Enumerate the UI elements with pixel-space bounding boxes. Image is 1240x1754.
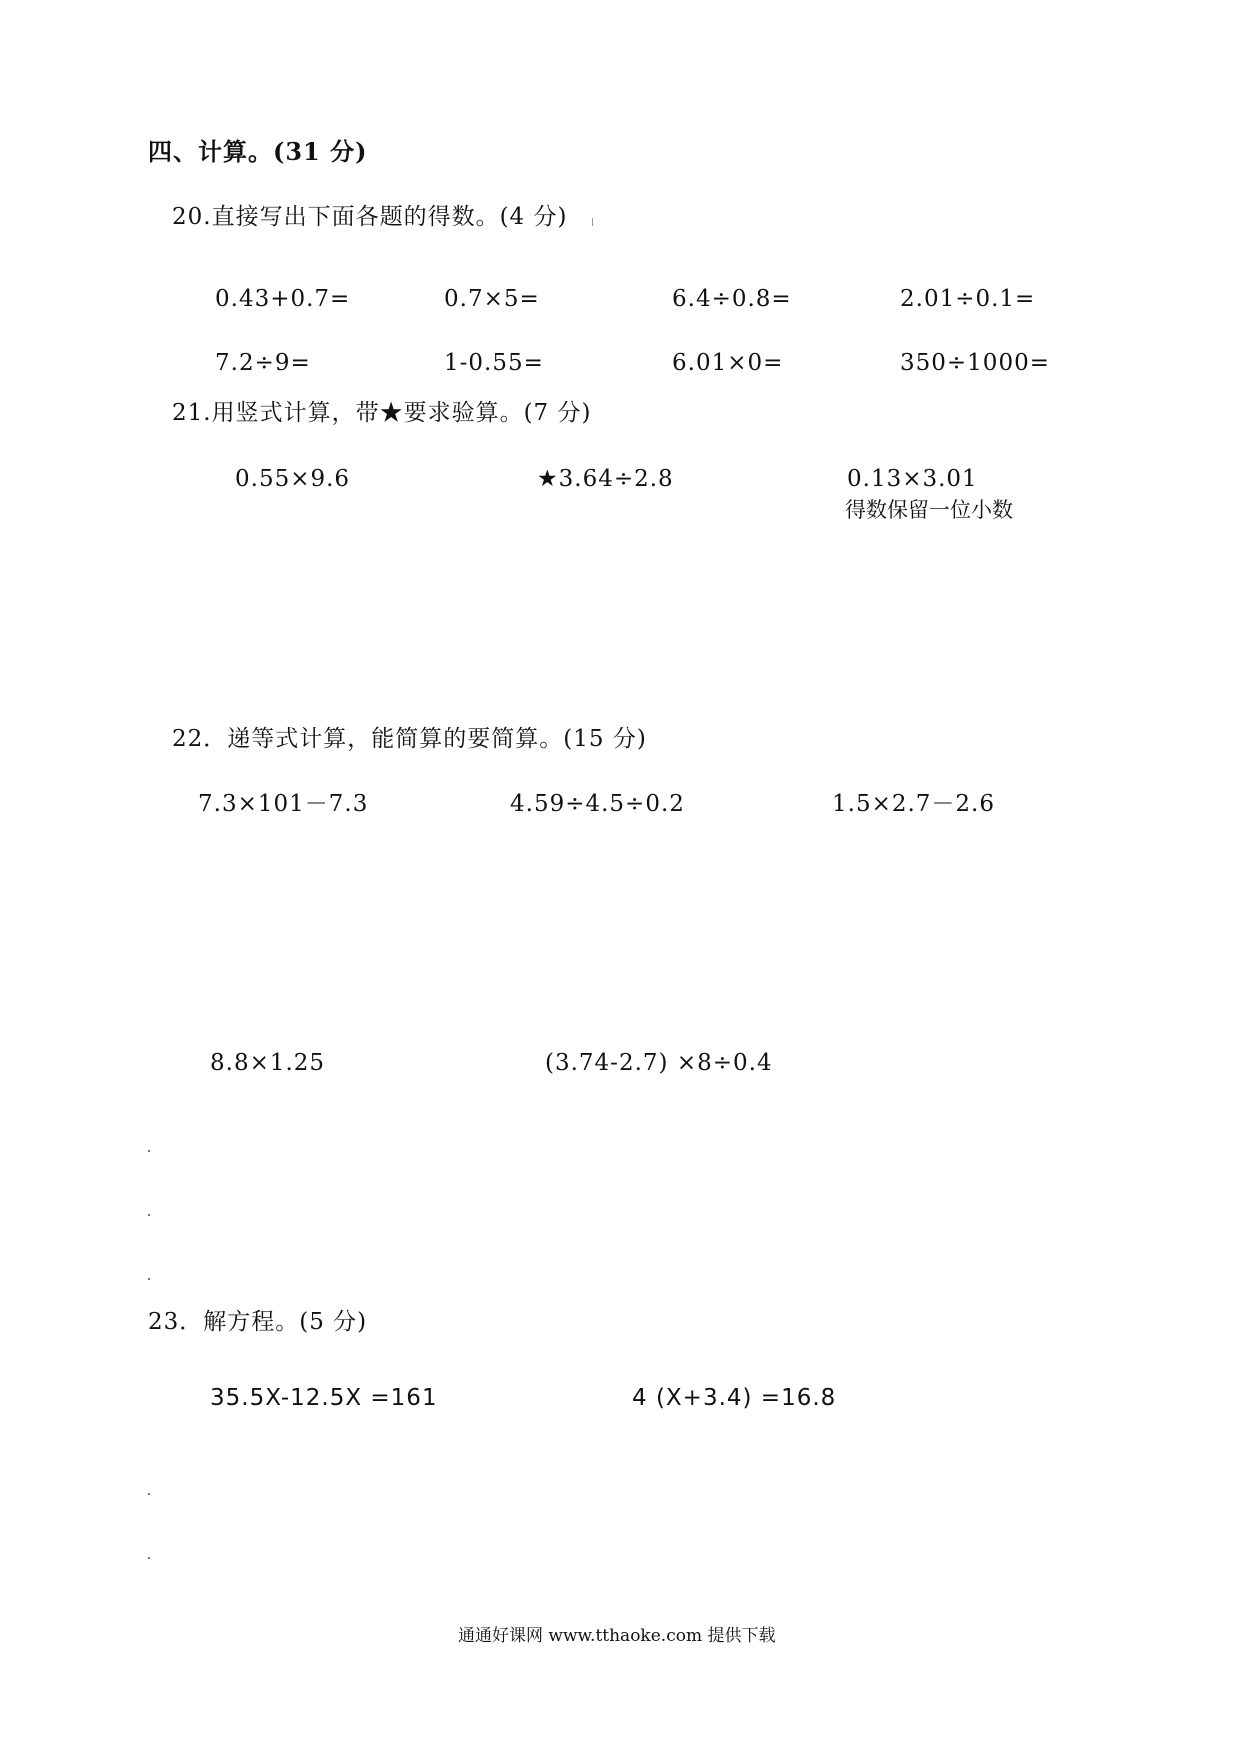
question-23-title: 23．解方程。(5 分) xyxy=(148,1309,368,1335)
q20-expr: 6.01×0= xyxy=(672,350,784,376)
q20-expr: 350÷1000= xyxy=(900,350,1050,376)
q22-expr: 7.3×101－7.3 xyxy=(198,791,369,817)
q21-rounding-note: 得数保留一位小数 xyxy=(845,498,1013,522)
stray-mark xyxy=(592,218,593,226)
q20-expr: 7.2÷9= xyxy=(215,350,311,376)
question-21-title: 21.用竖式计算，带★要求验算。(7 分) xyxy=(172,400,592,426)
stray-dot xyxy=(148,1214,150,1216)
section-title: 四、计算。(31 分) xyxy=(148,137,368,166)
q20-expr: 0.7×5= xyxy=(444,286,540,312)
stray-dot xyxy=(148,1493,150,1495)
q21-expr: 0.13×3.01 xyxy=(847,466,978,492)
stray-dot xyxy=(148,1278,150,1280)
q20-expr: 2.01÷0.1= xyxy=(900,286,1036,312)
q22-expr: 4.59÷4.5÷0.2 xyxy=(510,791,685,817)
footer-source: 通通好课网 www.tthaoke.com 提供下载 xyxy=(458,1626,776,1646)
question-22-title: 22．递等式计算，能简算的要简算。(15 分) xyxy=(172,726,647,752)
stray-dot xyxy=(148,1150,150,1152)
q20-expr: 6.4÷0.8= xyxy=(672,286,792,312)
q21-expr-starred: ★3.64÷2.8 xyxy=(537,466,674,492)
q22-expr: 8.8×1.25 xyxy=(210,1050,326,1076)
q21-expr: 0.55×9.6 xyxy=(235,466,351,492)
stray-dot xyxy=(148,1557,150,1559)
q23-equation-2: 4 (X+3.4) =16.8 xyxy=(632,1385,837,1411)
question-20-title: 20.直接写出下面各题的得数。(4 分) xyxy=(172,204,568,230)
q22-expr: 1.5×2.7－2.6 xyxy=(832,791,996,817)
q23-equation-1: 35.5X-12.5X =161 xyxy=(210,1385,438,1411)
q20-expr: 0.43+0.7= xyxy=(215,286,351,312)
q22-expr: (3.74-2.7) ×8÷0.4 xyxy=(545,1050,773,1076)
q20-expr: 1-0.55= xyxy=(444,350,544,376)
